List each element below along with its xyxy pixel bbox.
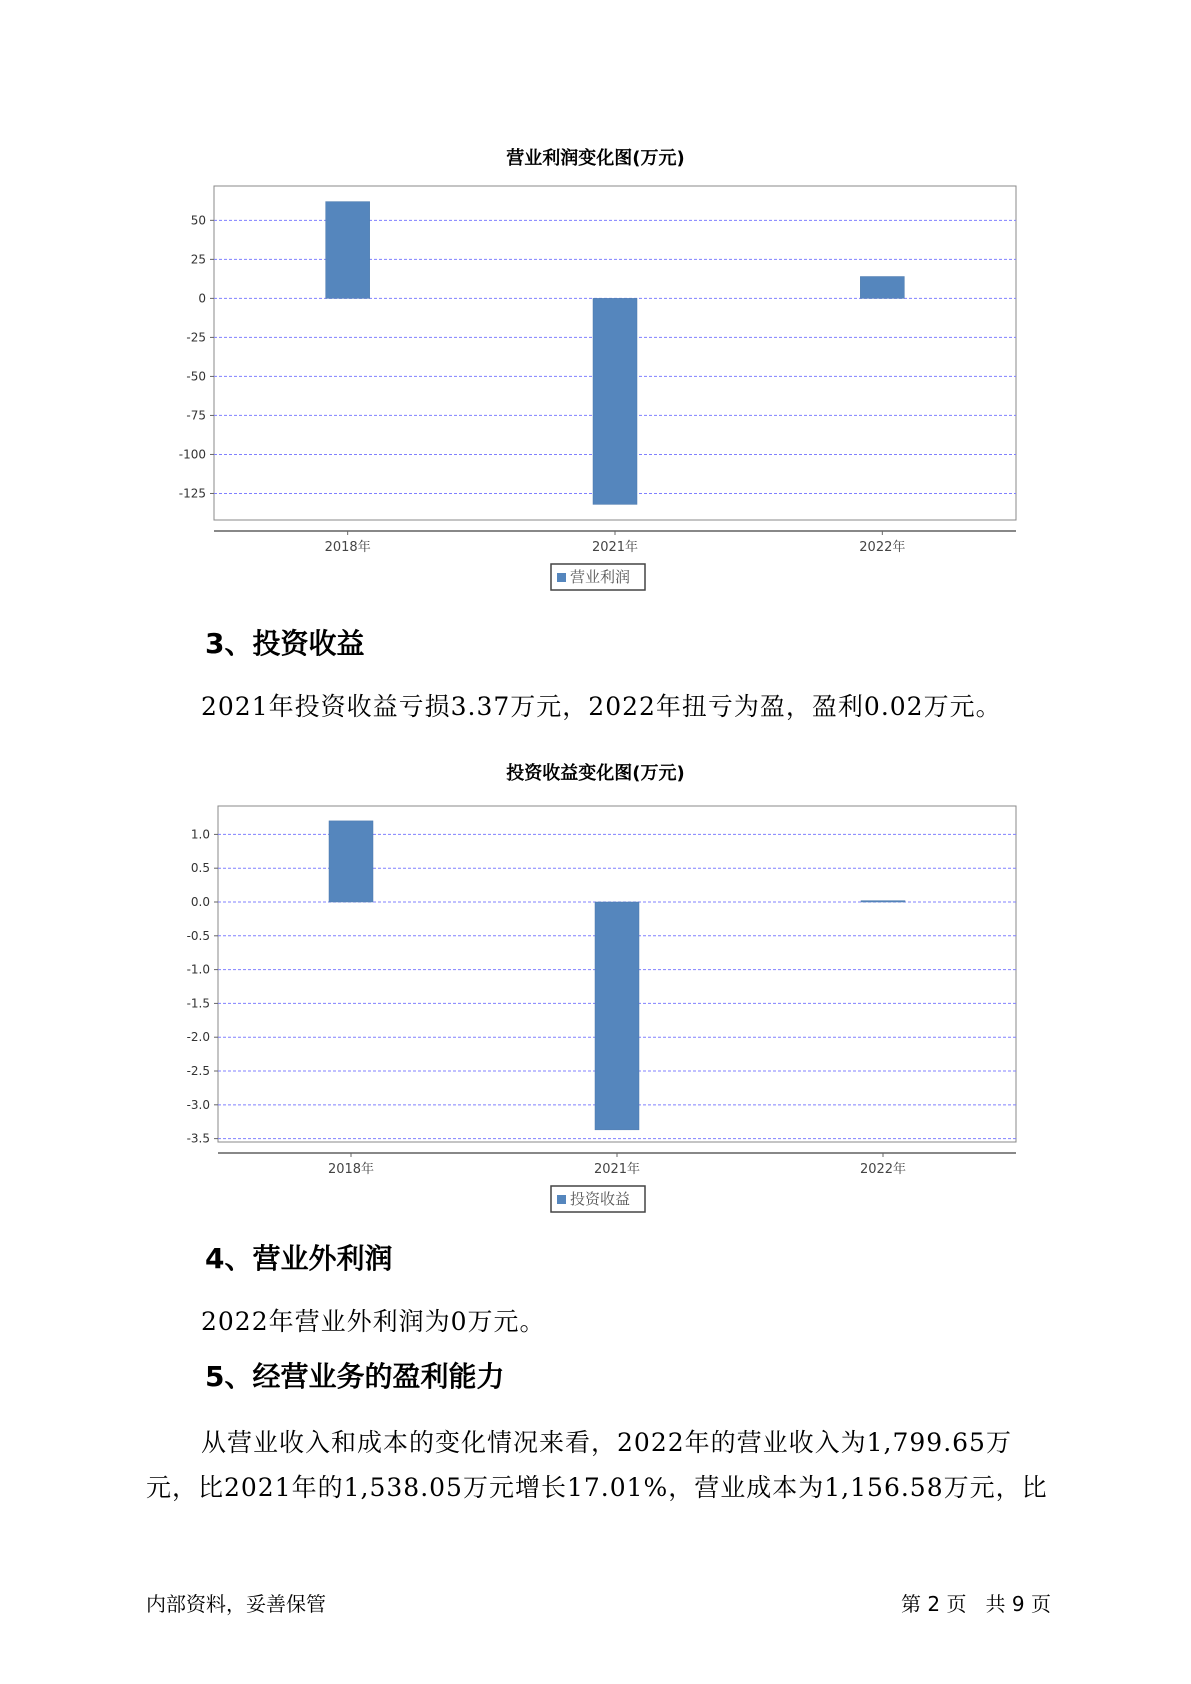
- legend-label: 营业利润: [570, 568, 631, 586]
- legend-swatch: [557, 573, 566, 582]
- x-tick-label: 2021年: [591, 540, 639, 555]
- x-tick-label: 2021年: [593, 1162, 641, 1177]
- section4-heading: 4、营业外利润: [205, 1242, 393, 1275]
- page-number: 第 2 页 共 9 页: [901, 1592, 1051, 1616]
- y-tick-label: -3.5: [186, 1131, 210, 1146]
- chart2-title: 投资收益变化图(万元): [506, 763, 685, 784]
- y-tick-label: 0.5: [190, 861, 210, 876]
- y-tick-label: -1.0: [186, 962, 210, 977]
- y-tick-label: -3.0: [186, 1097, 210, 1112]
- y-tick-label: -1.5: [186, 996, 210, 1011]
- chart1-title: 营业利润变化图(万元): [506, 148, 685, 169]
- y-tick-label: -2.0: [186, 1030, 210, 1045]
- bar-2021年: [595, 902, 639, 1130]
- bar-2018年: [329, 821, 373, 902]
- bar-2022年: [861, 901, 905, 902]
- y-tick-label: 25: [190, 252, 206, 267]
- y-tick-label: -25: [186, 330, 206, 345]
- y-tick-label: -100: [178, 447, 206, 462]
- y-tick-label: -2.5: [186, 1064, 210, 1079]
- section5-line2: 元，比2021年的1,538.05万元增长17.01%，营业成本为1,156.58万元，比: [146, 1473, 1048, 1502]
- x-tick-label: 2018年: [327, 1162, 375, 1177]
- section5-heading: 5、经营业务的盈利能力: [205, 1360, 505, 1393]
- x-tick-label: 2018年: [324, 540, 371, 555]
- section3-text: 2021年投资收益亏损3.37万元，2022年扭亏为盈，盈利0.02万元。: [201, 692, 1002, 721]
- legend-swatch: [557, 1195, 566, 1204]
- y-tick-label: -50: [186, 369, 206, 384]
- footer-note: 内部资料，妥善保管: [146, 1592, 326, 1616]
- y-tick-label: 0: [198, 291, 206, 306]
- section4-text: 2022年营业外利润为0万元。: [201, 1307, 546, 1336]
- chart1-operating-profit: [0, 180, 1191, 600]
- y-tick-label: -125: [178, 486, 206, 501]
- y-tick-label: 1.0: [190, 827, 210, 842]
- y-tick-label: -0.5: [186, 928, 210, 943]
- x-tick-label: 2022年: [859, 540, 906, 555]
- bar-2022年: [860, 277, 904, 299]
- y-tick-label: 0.0: [190, 895, 210, 909]
- x-tick-label: 2022年: [859, 1162, 907, 1177]
- section5-line1: 从营业收入和成本的变化情况来看，2022年的营业收入为1,799.65万: [201, 1428, 1012, 1457]
- bar-2018年: [326, 202, 370, 299]
- section3-heading: 3、投资收益: [205, 627, 365, 660]
- y-tick-label: 50: [190, 213, 206, 228]
- chart2-investment-income: [0, 795, 1191, 1215]
- legend-label: 投资收益: [570, 1190, 631, 1208]
- bar-2021年: [593, 298, 637, 504]
- y-tick-label: -75: [186, 408, 206, 423]
